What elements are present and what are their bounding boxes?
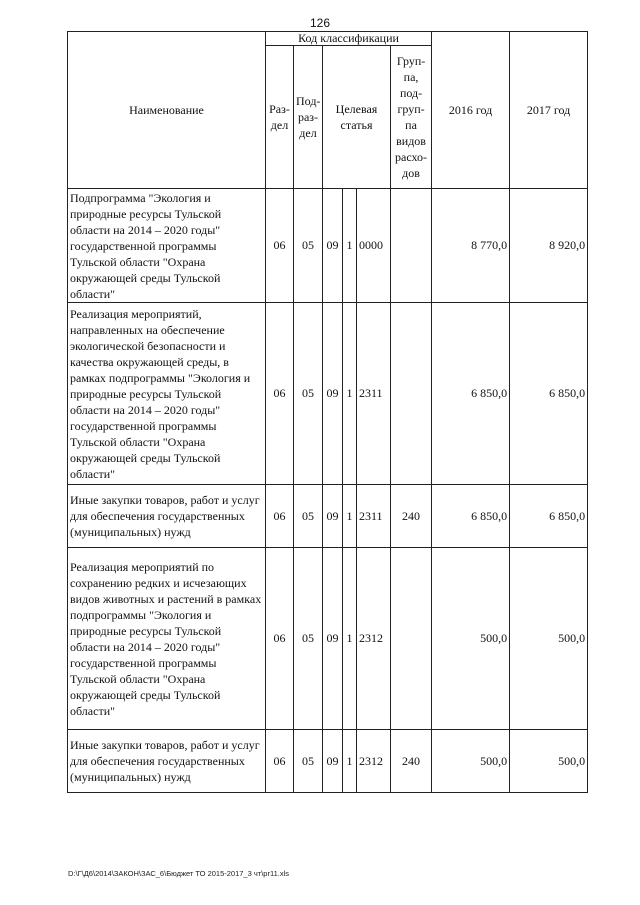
- row-subsection: 05: [294, 485, 323, 548]
- row-group: 240: [391, 730, 432, 793]
- row-article: 2311: [357, 485, 391, 548]
- row-article: 2312: [357, 548, 391, 730]
- row-name: Реализация мероприятий, направленных на обеспечение экологической безопасности и качества окружающей среды, в рамках подпрограммы "Экология и природные ресурсы Тульской области на 2014 – 2020 годы" государственной программы Тульской области "Охрана окружающей среды Тульской области": [68, 303, 266, 485]
- row-amount-2016: 6 850,0: [432, 485, 510, 548]
- row-sub: 1: [343, 485, 357, 548]
- header-expense-group: Груп- па, под- груп- па видов расхо- дов: [391, 46, 432, 189]
- row-sub: 1: [343, 548, 357, 730]
- row-program: 09: [323, 189, 343, 303]
- row-sub: 1: [343, 189, 357, 303]
- row-sub: 1: [343, 730, 357, 793]
- budget-table: [67, 31, 588, 793]
- row-amount-2017: 8 920,0: [510, 189, 588, 303]
- row-amount-2017: 500,0: [510, 730, 588, 793]
- header-subsection: Под- раз- дел: [294, 46, 323, 189]
- row-sub: 1: [343, 303, 357, 485]
- header-year-2016: 2016 год: [432, 32, 510, 189]
- page-number: 126: [309, 16, 331, 30]
- row-section: 06: [266, 189, 294, 303]
- row-name: Иные закупки товаров, работ и услуг для обеспечения государственных (муниципальных) нужд: [68, 485, 266, 548]
- row-section: 06: [266, 730, 294, 793]
- table-row: [68, 730, 588, 793]
- row-article: 0000: [357, 189, 391, 303]
- header-classification-code: Код классификации: [266, 32, 432, 46]
- file-path-footer: D:\Г\Д6\2014\ЗАКОН\ЗАС_6\Бюджет ТО 2015-2017_3 чт\pr11.xls: [68, 869, 289, 878]
- row-article: 2311: [357, 303, 391, 485]
- table-row: [68, 485, 588, 548]
- row-name: Реализация мероприятий по сохранению редких и исчезающих видов животных и растений в рамках подпрограммы "Экология и природные ресурсы Тульской области на 2014 – 2020 годы" государственной программы Тульской области "Охрана окружающей среды Тульской области": [68, 548, 266, 730]
- table-row: [68, 303, 588, 485]
- row-subsection: 05: [294, 189, 323, 303]
- row-program: 09: [323, 485, 343, 548]
- row-program: 09: [323, 730, 343, 793]
- row-name: Иные закупки товаров, работ и услуг для обеспечения государственных (муниципальных) нужд: [68, 730, 266, 793]
- row-subsection: 05: [294, 730, 323, 793]
- row-group: [391, 189, 432, 303]
- row-article: 2312: [357, 730, 391, 793]
- row-section: 06: [266, 303, 294, 485]
- row-subsection: 05: [294, 303, 323, 485]
- row-program: 09: [323, 303, 343, 485]
- header-target-item: Целевая статья: [323, 46, 391, 189]
- row-section: 06: [266, 485, 294, 548]
- row-name: Подпрограмма "Экология и природные ресурсы Тульской области на 2014 – 2020 годы" государственной программы Тульской области "Охрана окружающей среды Тульской области": [68, 189, 266, 303]
- row-amount-2016: 500,0: [432, 730, 510, 793]
- row-section: 06: [266, 548, 294, 730]
- table-row: [68, 189, 588, 303]
- row-amount-2017: 6 850,0: [510, 485, 588, 548]
- header-name: Наименование: [68, 32, 266, 189]
- row-group: [391, 303, 432, 485]
- row-amount-2016: 8 770,0: [432, 189, 510, 303]
- header-section: Раз- дел: [266, 46, 294, 189]
- row-group: [391, 548, 432, 730]
- row-amount-2016: 6 850,0: [432, 303, 510, 485]
- row-amount-2017: 6 850,0: [510, 303, 588, 485]
- row-subsection: 05: [294, 548, 323, 730]
- row-program: 09: [323, 548, 343, 730]
- table-row: [68, 548, 588, 730]
- header-year-2017: 2017 год: [510, 32, 588, 189]
- row-amount-2017: 500,0: [510, 548, 588, 730]
- row-amount-2016: 500,0: [432, 548, 510, 730]
- row-group: 240: [391, 485, 432, 548]
